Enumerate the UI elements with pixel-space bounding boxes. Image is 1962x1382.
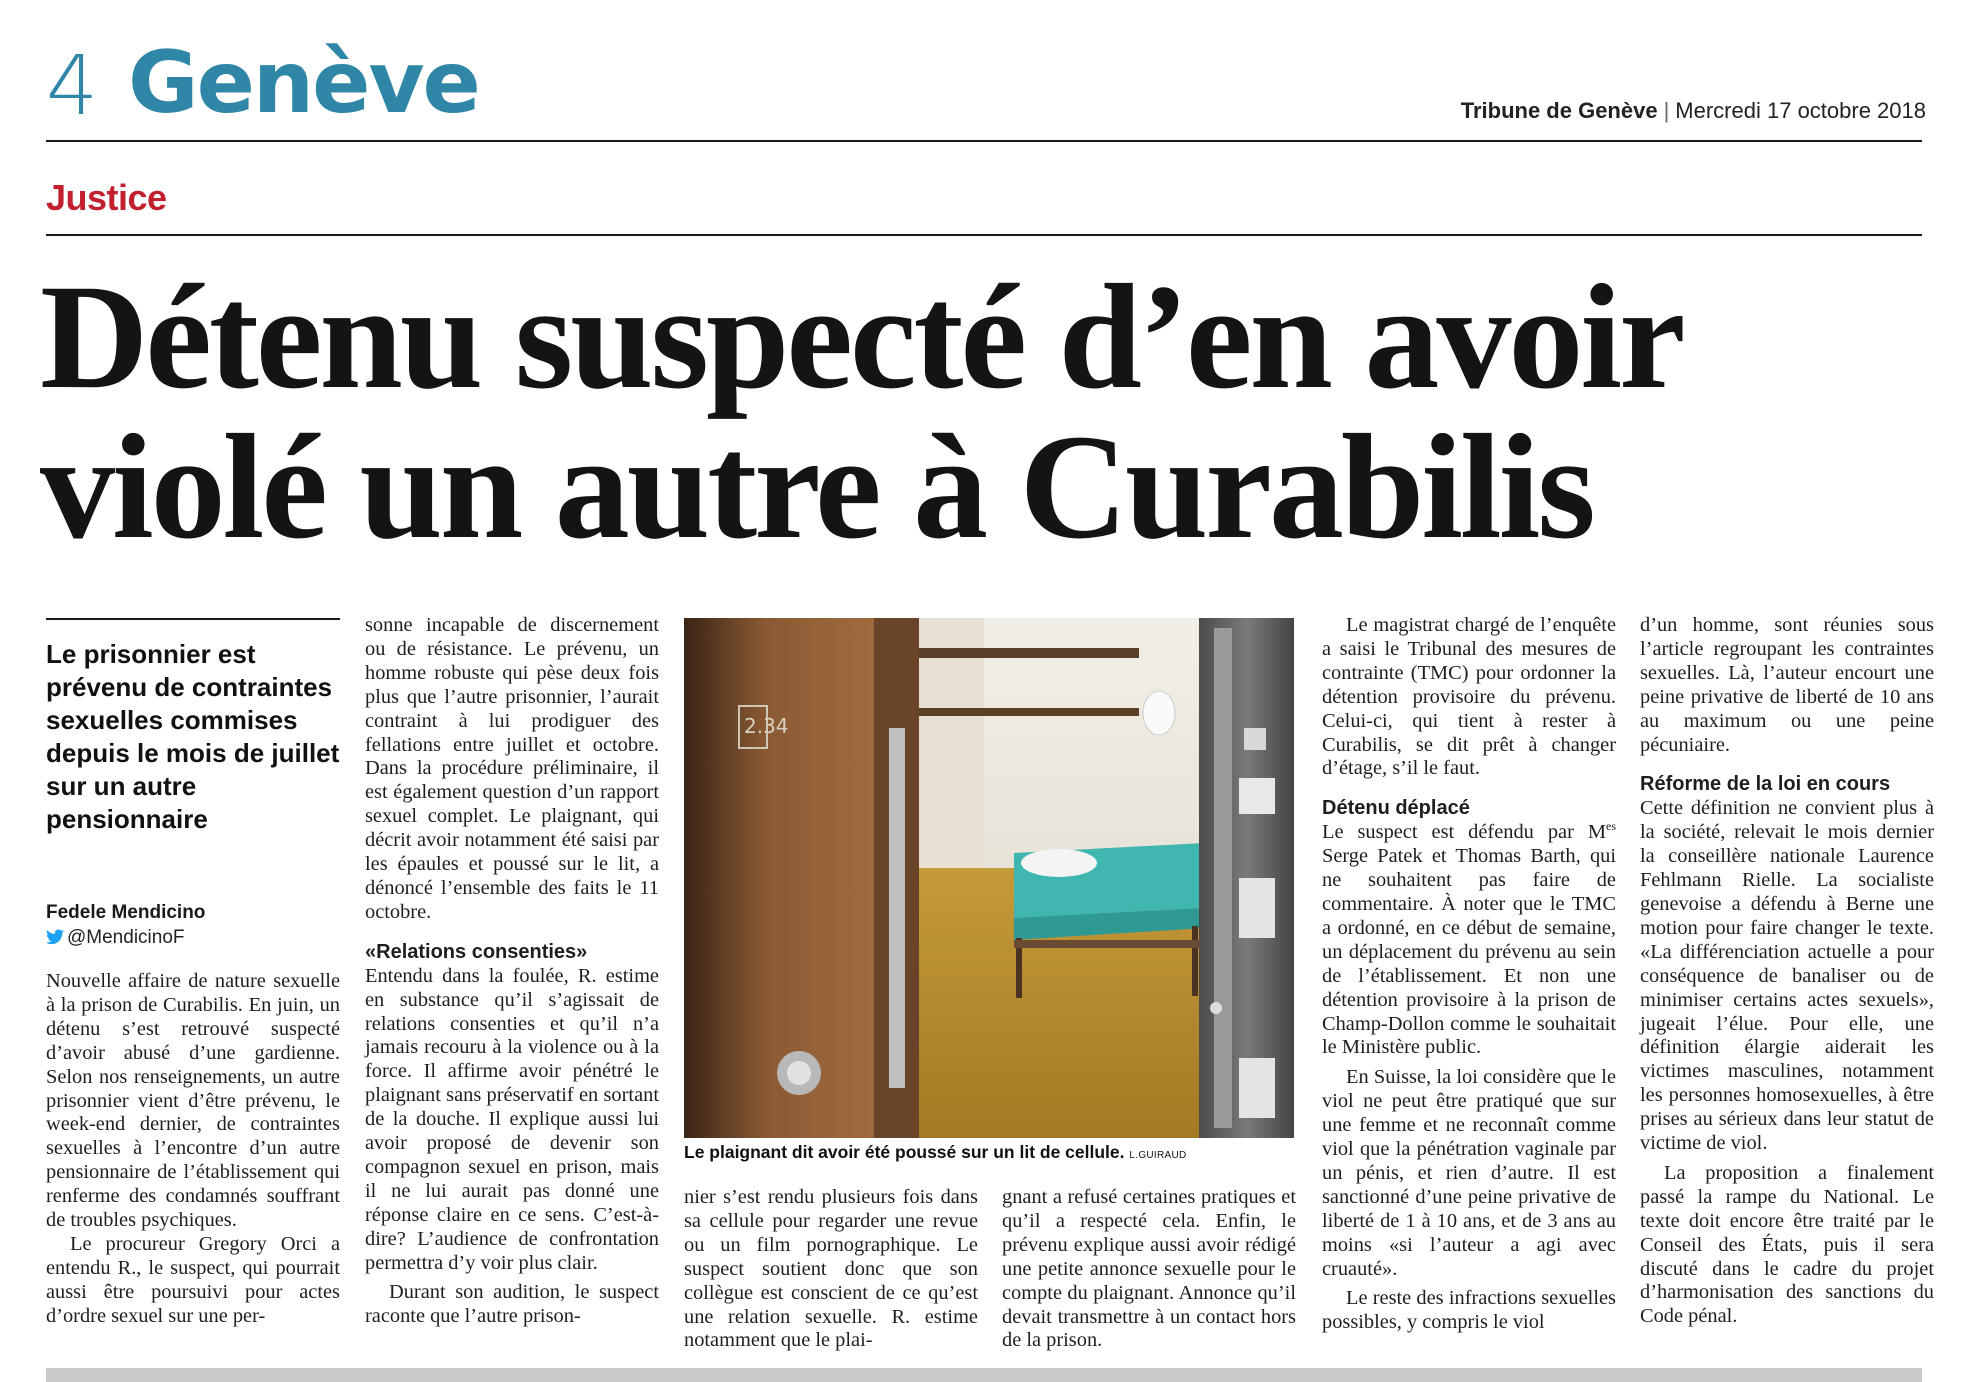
section-title: Genève — [128, 33, 479, 133]
headline — [40, 254, 1920, 570]
top-rule — [46, 140, 1922, 142]
body-column-1 — [46, 970, 340, 1329]
twitter-bird-icon — [46, 929, 64, 945]
paragraph: La proposition a finalement passé la rampe du National. Le texte doit encore être traité par le Conseil des États, puis il sera discuté dans le cadre du projet d’harmonisation des sanctions du Code pénal. — [1640, 1161, 1934, 1328]
door-number: 2.34 — [744, 714, 789, 738]
article-photo — [684, 618, 1294, 1138]
body-column-6 — [1640, 614, 1934, 1329]
paragraph: Le magistrat chargé de l’enquête a saisi le Tribunal des mesures de contrainte (TMC) pour ordonner la détention provisoire du prévenu. Celui-ci, qui tient à rester à Curabilis, se dit prêt à changer d’étage, s’il le faut. — [1322, 614, 1616, 780]
author-twitter[interactable] — [46, 925, 340, 950]
rubric-label: Justice — [46, 177, 167, 218]
page-folio — [46, 33, 1946, 134]
rubric-rule — [46, 234, 1922, 236]
page-number: 4 — [46, 39, 99, 134]
paragraph: sonne incapable de discernement ou de résistance. Le prévenu, un homme robuste qui pèse deux fois plus que l’autre prisonnier, l’aurait contraint à lui prodiguer des fellations entre juillet et octobre. Dans la procédure préliminaire, il est également question d’un rapport sexuel complet. Le plaignant, qui décrit avoir notamment été saisi par les épaules et poussé sur le lit, a dénoncé l’ensemble des faits le 11 octobre. — [365, 614, 659, 923]
subheading: «Relations consenties» — [365, 940, 588, 963]
paragraph: Le procureur Gregory Orci a entendu R., le suspect, qui pourrait aussi être poursuivi pour actes d’ordre sexuel sur une per- — [46, 1232, 340, 1327]
paragraph: nier s’est rendu plusieurs fois dans sa cellule pour regarder une revue ou un film pornographique. Le suspect soutient donc que son collègue est conscient de ce qu’est une relation sexuelle. R. estime notamment que le plai- — [684, 1186, 978, 1352]
headline-line-1: Détenu suspecté d’en avoir — [40, 254, 1683, 420]
prison-cell-photo — [684, 618, 1294, 1138]
bottom-bar — [46, 1368, 1922, 1382]
headline-line-2: violé un autre à Curabilis — [40, 404, 1593, 570]
body-column-5 — [1322, 614, 1616, 1335]
body-column-2 — [365, 614, 659, 1329]
twitter-handle: @MendicinoF — [67, 927, 185, 948]
paragraph: d’un homme, sont réunies sous l’article regroupant les contraintes sexuelles. Là, l’auteur encourt une peine privative de liberté de 10 ans au maximum ou une peine pécuniaire. — [1640, 614, 1934, 756]
caption-text: Le plaignant dit avoir été poussé sur un lit de cellule. — [684, 1142, 1125, 1162]
paragraph: Le suspect est défendu par $M^{es}$ Serge Patek et Thomas Barth, qui ne souhaitent pas faire de commentaire. À noter que le TMC a ordonné, en ce début de semaine, un déplacement du prévenu au sein de l’établissement. Et non une détention provisoire à la prison de Champ-Dollon comme le souhaitait le Ministère public. — [1322, 819, 1616, 1059]
publication-date: Mercredi 17 octobre 2018 — [1675, 98, 1926, 123]
paragraph: En Suisse, la loi considère que le viol ne peut être pratiqué que sur une femme et ne reconnaît comme viol que la pénétration vaginale par un pénis, et rien d’autre. Il est sanctionné d’une peine privative de liberté de 1 à 10 ans, et de 3 ans au moins «si l’auteur a agi avec cruauté». — [1322, 1066, 1616, 1280]
paragraph: gnant a refusé certaines pratiques et qu’il a respecté cela. Enfin, le prévenu explique aussi avoir rédigé une petite annonce sexuelle pour le compte du plaignant. Annonce qu’il devait transmettre à un contact hors de la prison. — [1002, 1186, 1296, 1352]
paragraph: Cette définition ne convient plus à la société, relevait le mois dernier la conseillère nationale Laurence Fehlmann Rielle. La socialiste genevoise a défendu à Berne une motion pour faire changer le texte. «La différenciation actuelle a pour conséquence de banaliser ou de minimiser certains actes sexuels», jugeait l’élue. Pour elle, une définition élargie aiderait les victimes masculines, notamment les personnes homosexuelles, à être prises au sérieux dans leur statut de victime de viol. — [1640, 797, 1934, 1155]
subheading: Détenu déplacé — [1322, 797, 1470, 820]
photo-credit: L.GUIRAUD — [1129, 1150, 1187, 1161]
paragraph: Entendu dans la foulée, R. estime en substance qu’il s’agissait de relations consenties et qu’il n’a jamais recouru à la violence ou à la force. Il affirme avoir pénétré le plaignant sans préservatif en sortant de la douche. Il explique aussi lui avoir proposé de devenir son compagnon sexuel en prison, mais il ne lui aurait pas donné une réponse claire en ce sens. C’est-à-dire? L’audience de confrontation permettra d’y voir plus clair. — [365, 964, 659, 1274]
body-column-3 — [684, 1186, 978, 1353]
publication-name: Tribune de Genève — [1460, 98, 1658, 123]
byline — [46, 900, 340, 950]
paragraph: Le reste des infractions sexuelles possibles, y compris le viol — [1322, 1287, 1616, 1334]
lead-paragraph: Le prisonnier est prévenu de contraintes sexuelles commises depuis le mois de juillet sur un autre pensionnaire — [46, 639, 340, 834]
photo-caption — [684, 1142, 1304, 1163]
body-column-4 — [1002, 1186, 1296, 1353]
paragraph: Nouvelle affaire de nature sexuelle à la prison de Curabilis. En juin, un détenu s’est retrouvé suspecté d’avoir abusé d’une gardienne. Selon nos renseignements, un autre prisonnier vient d’être prévenu, le week-end dernier, de contraintes sexuelles à l’encontre d’un autre pensionnaire de l’établissement qui renferme des condamnés souffrant de troubles psychiques. — [46, 970, 340, 1232]
meta-separator: | — [1663, 98, 1670, 123]
subheading: Réforme de la loi en cours — [1640, 773, 1891, 796]
lead-rule — [46, 618, 340, 620]
author-name: Fedele Mendicino — [46, 902, 206, 923]
publication-meta — [1461, 98, 1926, 124]
paragraph: Durant son audition, le suspect raconte que l’autre prison- — [365, 1281, 659, 1328]
